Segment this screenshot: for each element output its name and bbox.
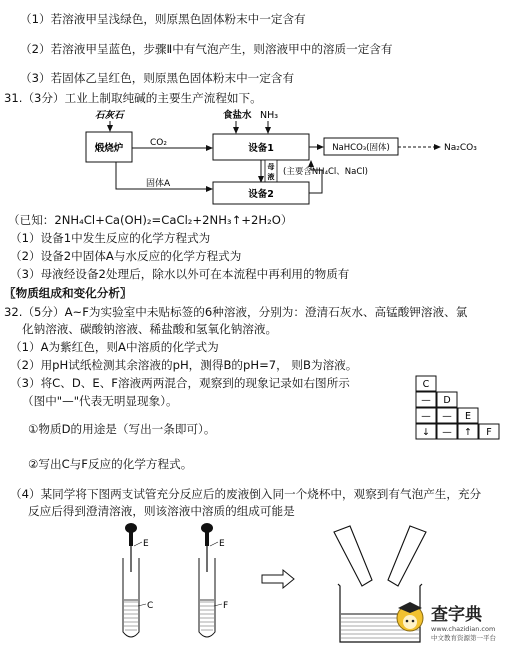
q32-part2: （2）用pH试纸检测其余溶液的pH，测得B的pH=7， 则B为溶液。 xyxy=(10,358,358,372)
table-cell: — xyxy=(442,411,452,422)
brine-label: 食盐水 xyxy=(223,110,252,121)
q31-flow-diagram xyxy=(0,104,520,210)
q31-part2: （2）设备2中固体A与水反应的化学方程式为 xyxy=(10,249,242,263)
q32-stem-line1: 32.（5分）A~F为实验室中未贴标签的6种溶液，分别为：澄清石灰水、高锰酸钾溶液、氯 xyxy=(4,305,468,319)
limestone-label: 石灰石 xyxy=(95,110,124,121)
q32-part1: （1）A为紫红色，则A中溶质的化学式为 xyxy=(10,340,219,354)
mother-label: 母 xyxy=(267,163,275,171)
co2-label: CO₂ xyxy=(150,138,167,148)
mother-note: (主要含NH₄Cl、NaCl) xyxy=(283,167,368,177)
q31-part1: （1）设备1中发生反应的化学方程式为 xyxy=(10,231,211,245)
q31-known: （已知：2NH₄Cl+Ca(OH)₂=CaCl₂+2NH₃↑+2H₂O） xyxy=(8,213,293,227)
table-cell: F xyxy=(486,427,492,438)
process-arrow-icon xyxy=(262,570,294,588)
device1-label: 设备1 xyxy=(248,143,274,154)
watermark-title: 查字典 xyxy=(431,605,482,625)
na2co3-label: Na₂CO₃ xyxy=(444,143,477,153)
section-header: 〖物质组成和变化分析〗 xyxy=(4,286,132,300)
q31-stem: 31.（3分）工业上制取纯碱的主要生产流程如下。 xyxy=(4,91,262,105)
test-tube-1 xyxy=(123,523,153,637)
device2-label: 设备2 xyxy=(248,189,274,200)
tube2-liquid-label: F xyxy=(223,601,229,611)
q30-part2: （2）若溶液甲呈蓝色，步骤Ⅱ中有气泡产生，则溶液甲中的溶质一定含有 xyxy=(20,42,393,56)
tube1-dropper-label: E xyxy=(143,539,149,549)
watermark-url: www.chazidian.com xyxy=(431,625,496,633)
q32-stem-line2: 化钠溶液、碳酸钠溶液、稀盐酸和氢氧化钠溶液。 xyxy=(22,322,278,336)
test-tube-2 xyxy=(199,523,228,637)
table-cell: ↓ xyxy=(422,427,430,438)
table-cell: D xyxy=(443,395,451,406)
table-cell: — xyxy=(421,395,431,406)
q31-part3: （3）母液经设备2处理后，除水以外可在本流程中再利用的物质有 xyxy=(10,267,350,281)
recycle-arrow xyxy=(309,161,322,193)
table-cell: — xyxy=(421,411,431,422)
reaction-table xyxy=(415,375,505,441)
q30-part3: （3）若固体乙呈红色，则原黑色固体粉末中一定含有 xyxy=(20,71,295,85)
mother-label-2: 液 xyxy=(267,173,275,181)
table-cell: E xyxy=(464,411,472,422)
table-cell: C xyxy=(422,379,430,390)
watermark-slogan: 中文教育资源第一平台 xyxy=(431,634,496,642)
table-cell: — xyxy=(442,427,452,438)
solidA-label: 固体A xyxy=(146,179,171,189)
q32-part3-d: ②写出C与F反应的化学方程式。 xyxy=(28,457,193,471)
kiln-label: 煅烧炉 xyxy=(94,143,124,154)
tube2-dropper-label: E xyxy=(219,539,225,549)
q32-part3-b: （图中"—"代表无明显现象）。 xyxy=(22,394,178,408)
q32-part3-c: ①物质D的用途是（写出一条即可）。 xyxy=(28,422,216,436)
nahco3-label: NaHCO₃(固体) xyxy=(332,143,390,153)
tube1-liquid-label: C xyxy=(147,601,154,611)
q32-part4-a: （4）某同学将下图两支试管充分反应后的废液倒入同一个烧杯中，观察到有气泡产生，充分 xyxy=(10,487,482,501)
q30-part1: （1）若溶液甲呈浅绿色，则原黑色固体粉末中一定含有 xyxy=(20,12,306,26)
q32-part3-a: （3）将C、D、E、F溶液两两混合，观察到的现象记录如右图所示 xyxy=(10,376,350,390)
chazidian-watermark-logo xyxy=(395,596,517,644)
nh3-label: NH₃ xyxy=(260,110,279,121)
q32-part4-b: 反应后得到澄清溶液，则该溶液中溶质的组成可能是 xyxy=(28,504,295,518)
table-cell: ↑ xyxy=(464,427,472,438)
